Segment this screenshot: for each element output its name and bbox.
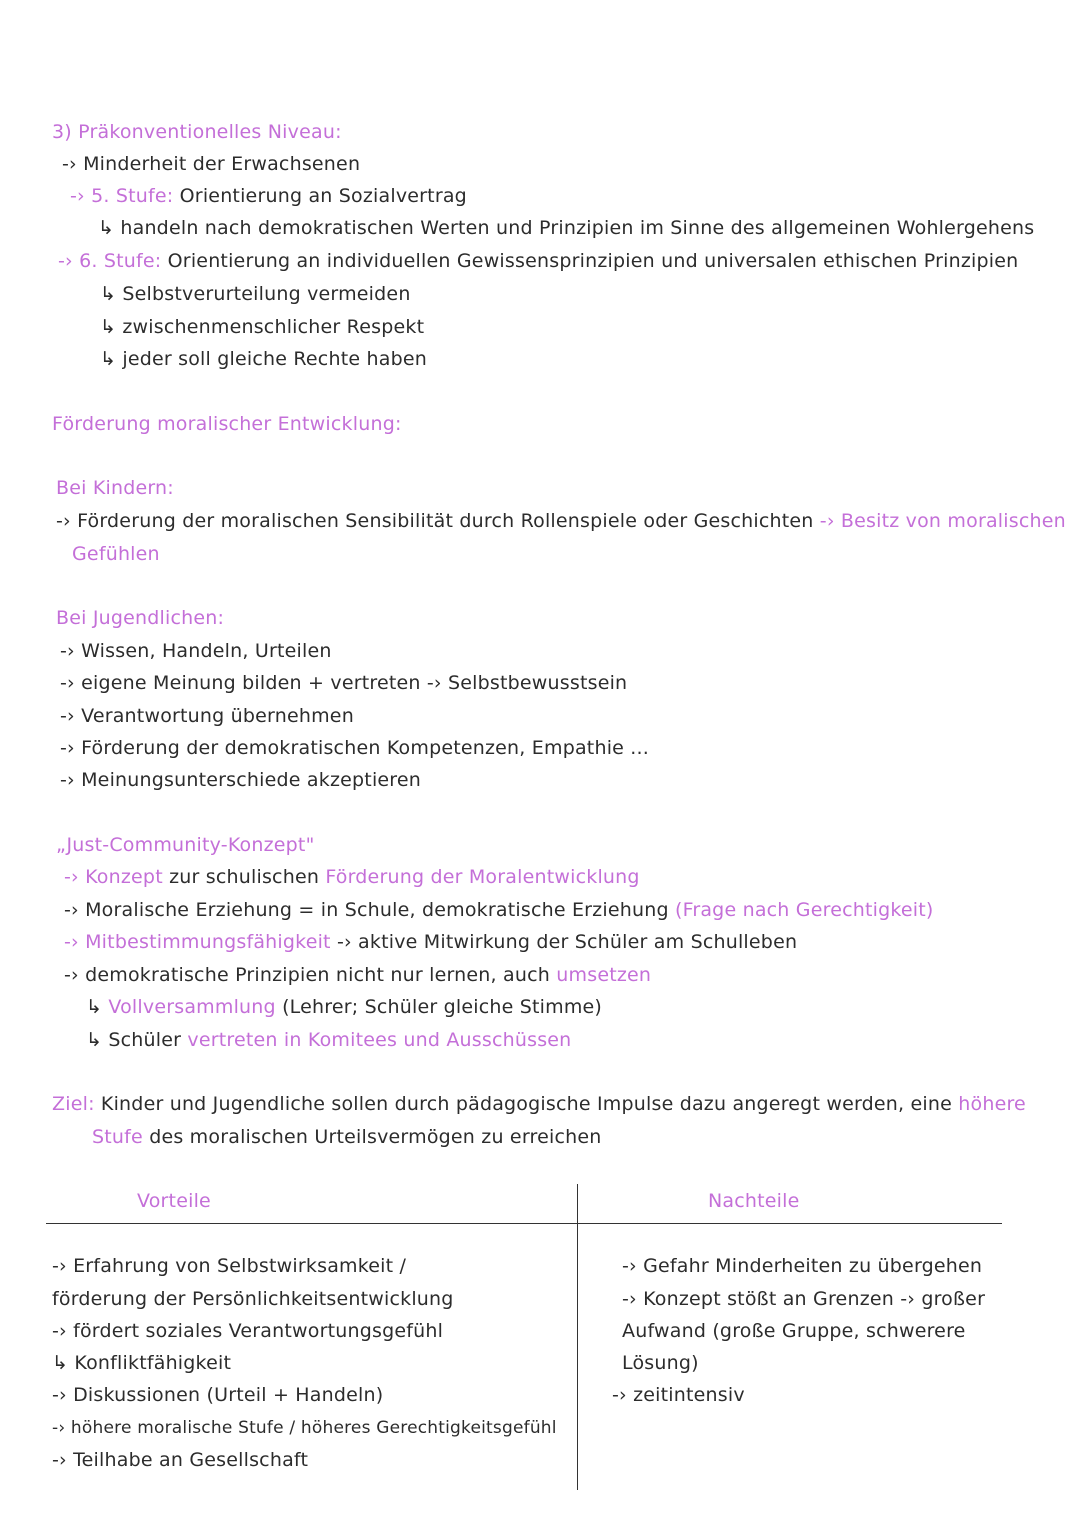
table-header-vorteile: Vorteile [137,1190,211,1212]
stage5-line [70,183,467,209]
note-line [64,962,651,988]
stage6-label: -› 6. Stufe: [58,250,162,272]
stage6-line [58,248,1018,274]
note-highlight: Gefühlen [72,543,160,565]
vorteil-item: -› fördert soziales Verantwortungsgefühl [52,1320,444,1342]
note-line [86,994,602,1020]
table-divider-horizontal [46,1223,1002,1224]
note-text: -› aktive Mitwirkung der Schüler am Schulleben [336,931,798,953]
note-highlight: umsetzen [556,964,652,986]
nachteil-item: Lösung) [622,1352,699,1374]
list-item: -› Förderung der demokratischen Kompetenzen, Empathie ... [60,737,650,759]
stage6-sub: ↳ Selbstverurteilung vermeiden [100,283,411,305]
section-title: Förderung moralischer Entwicklung: [52,413,402,435]
goal-line [92,1124,601,1150]
note-highlight: Vollversammlung [108,996,276,1018]
vorteil-item: ↳ Konfliktfähigkeit [52,1352,232,1374]
subsection-title: Bei Kindern: [56,477,174,499]
note-highlight: Förderung der Moralentwicklung [325,866,640,888]
note-line [64,929,797,955]
note-highlight: (Frage nach Gerechtigkeit) [674,899,934,921]
stage5-label: -› 5. Stufe: [70,185,174,207]
nachteil-item: -› Gefahr Minderheiten zu übergehen [622,1255,983,1277]
section-title: 3) Präkonventionelles Niveau: [52,121,342,143]
stage6-text: Orientierung an individuellen Gewissensprinzipien und universalen ethischen Prinzipien [167,250,1019,272]
section-title: „Just-Community-Konzept" [56,834,315,856]
vorteil-item: förderung der Persönlichkeitsentwicklung [52,1288,454,1310]
note-line [56,508,1066,534]
vorteil-item: -› Diskussionen (Urteil + Handeln) [52,1384,384,1406]
nachteil-item: Aufwand (große Gruppe, schwerere [622,1320,966,1342]
goal-text: des moralischen Urteilsvermögen zu erreichen [149,1126,602,1148]
table-header-nachteile: Nachteile [708,1190,800,1212]
goal-highlight: höhere [958,1093,1026,1115]
note-highlight: -› Besitz von moralischen [819,510,1066,532]
vorteil-item: -› höhere moralische Stufe / höheres Gerechtigkeitsgefühl [52,1418,557,1438]
goal-line [52,1091,1026,1117]
note-text: -› Förderung der moralischen Sensibilität durch Rollenspiele oder Geschichten [56,510,814,532]
note-highlight: -› Konzept [64,866,163,888]
note-line: -› Minderheit der Erwachsenen [62,153,361,175]
list-item: -› Meinungsunterschiede akzeptieren [60,769,422,791]
stage6-sub: ↳ jeder soll gleiche Rechte haben [100,348,427,370]
table-divider-vertical [577,1184,578,1490]
note-text: -› Moralische Erziehung = in Schule, demokratische Erziehung [64,899,669,921]
note-text: ↳ Schüler [86,1029,182,1051]
nachteil-item: -› Konzept stößt an Grenzen -› großer [622,1288,986,1310]
note-line [64,897,934,923]
note-text: zur schulischen [169,866,320,888]
stage6-sub: ↳ zwischenmenschlicher Respekt [100,316,425,338]
list-item: -› eigene Meinung bilden + vertreten -› Selbstbewusstsein [60,672,628,694]
goal-text: Kinder und Jugendliche sollen durch pädagogische Impulse dazu angeregt werden, eine [100,1093,953,1115]
note-text: ↳ [86,996,103,1018]
list-item: -› Verantwortung übernehmen [60,705,354,727]
stage5-text: Orientierung an Sozialvertrag [179,185,467,207]
note-line [64,864,640,890]
note-text: -› demokratische Prinzipien nicht nur lernen, auch [64,964,551,986]
stage5-sub: ↳ handeln nach demokratischen Werten und Prinzipien im Sinne des allgemeinen Wohlergehens [98,217,1035,239]
goal-label: Ziel: [52,1093,95,1115]
nachteil-item: -› zeitintensiv [612,1384,745,1406]
note-line [86,1027,571,1053]
note-text: (Lehrer; Schüler gleiche Stimme) [282,996,603,1018]
list-item: -› Wissen, Handeln, Urteilen [60,640,332,662]
goal-highlight: Stufe [92,1126,143,1148]
note-highlight: -› Mitbestimmungsfähigkeit [64,931,331,953]
vorteil-item: -› Erfahrung von Selbstwirksamkeit / [52,1255,407,1277]
note-highlight: vertreten in Komitees und Ausschüssen [187,1029,572,1051]
vorteil-item: -› Teilhabe an Gesellschaft [52,1449,309,1471]
subsection-title: Bei Jugendlichen: [56,607,225,629]
